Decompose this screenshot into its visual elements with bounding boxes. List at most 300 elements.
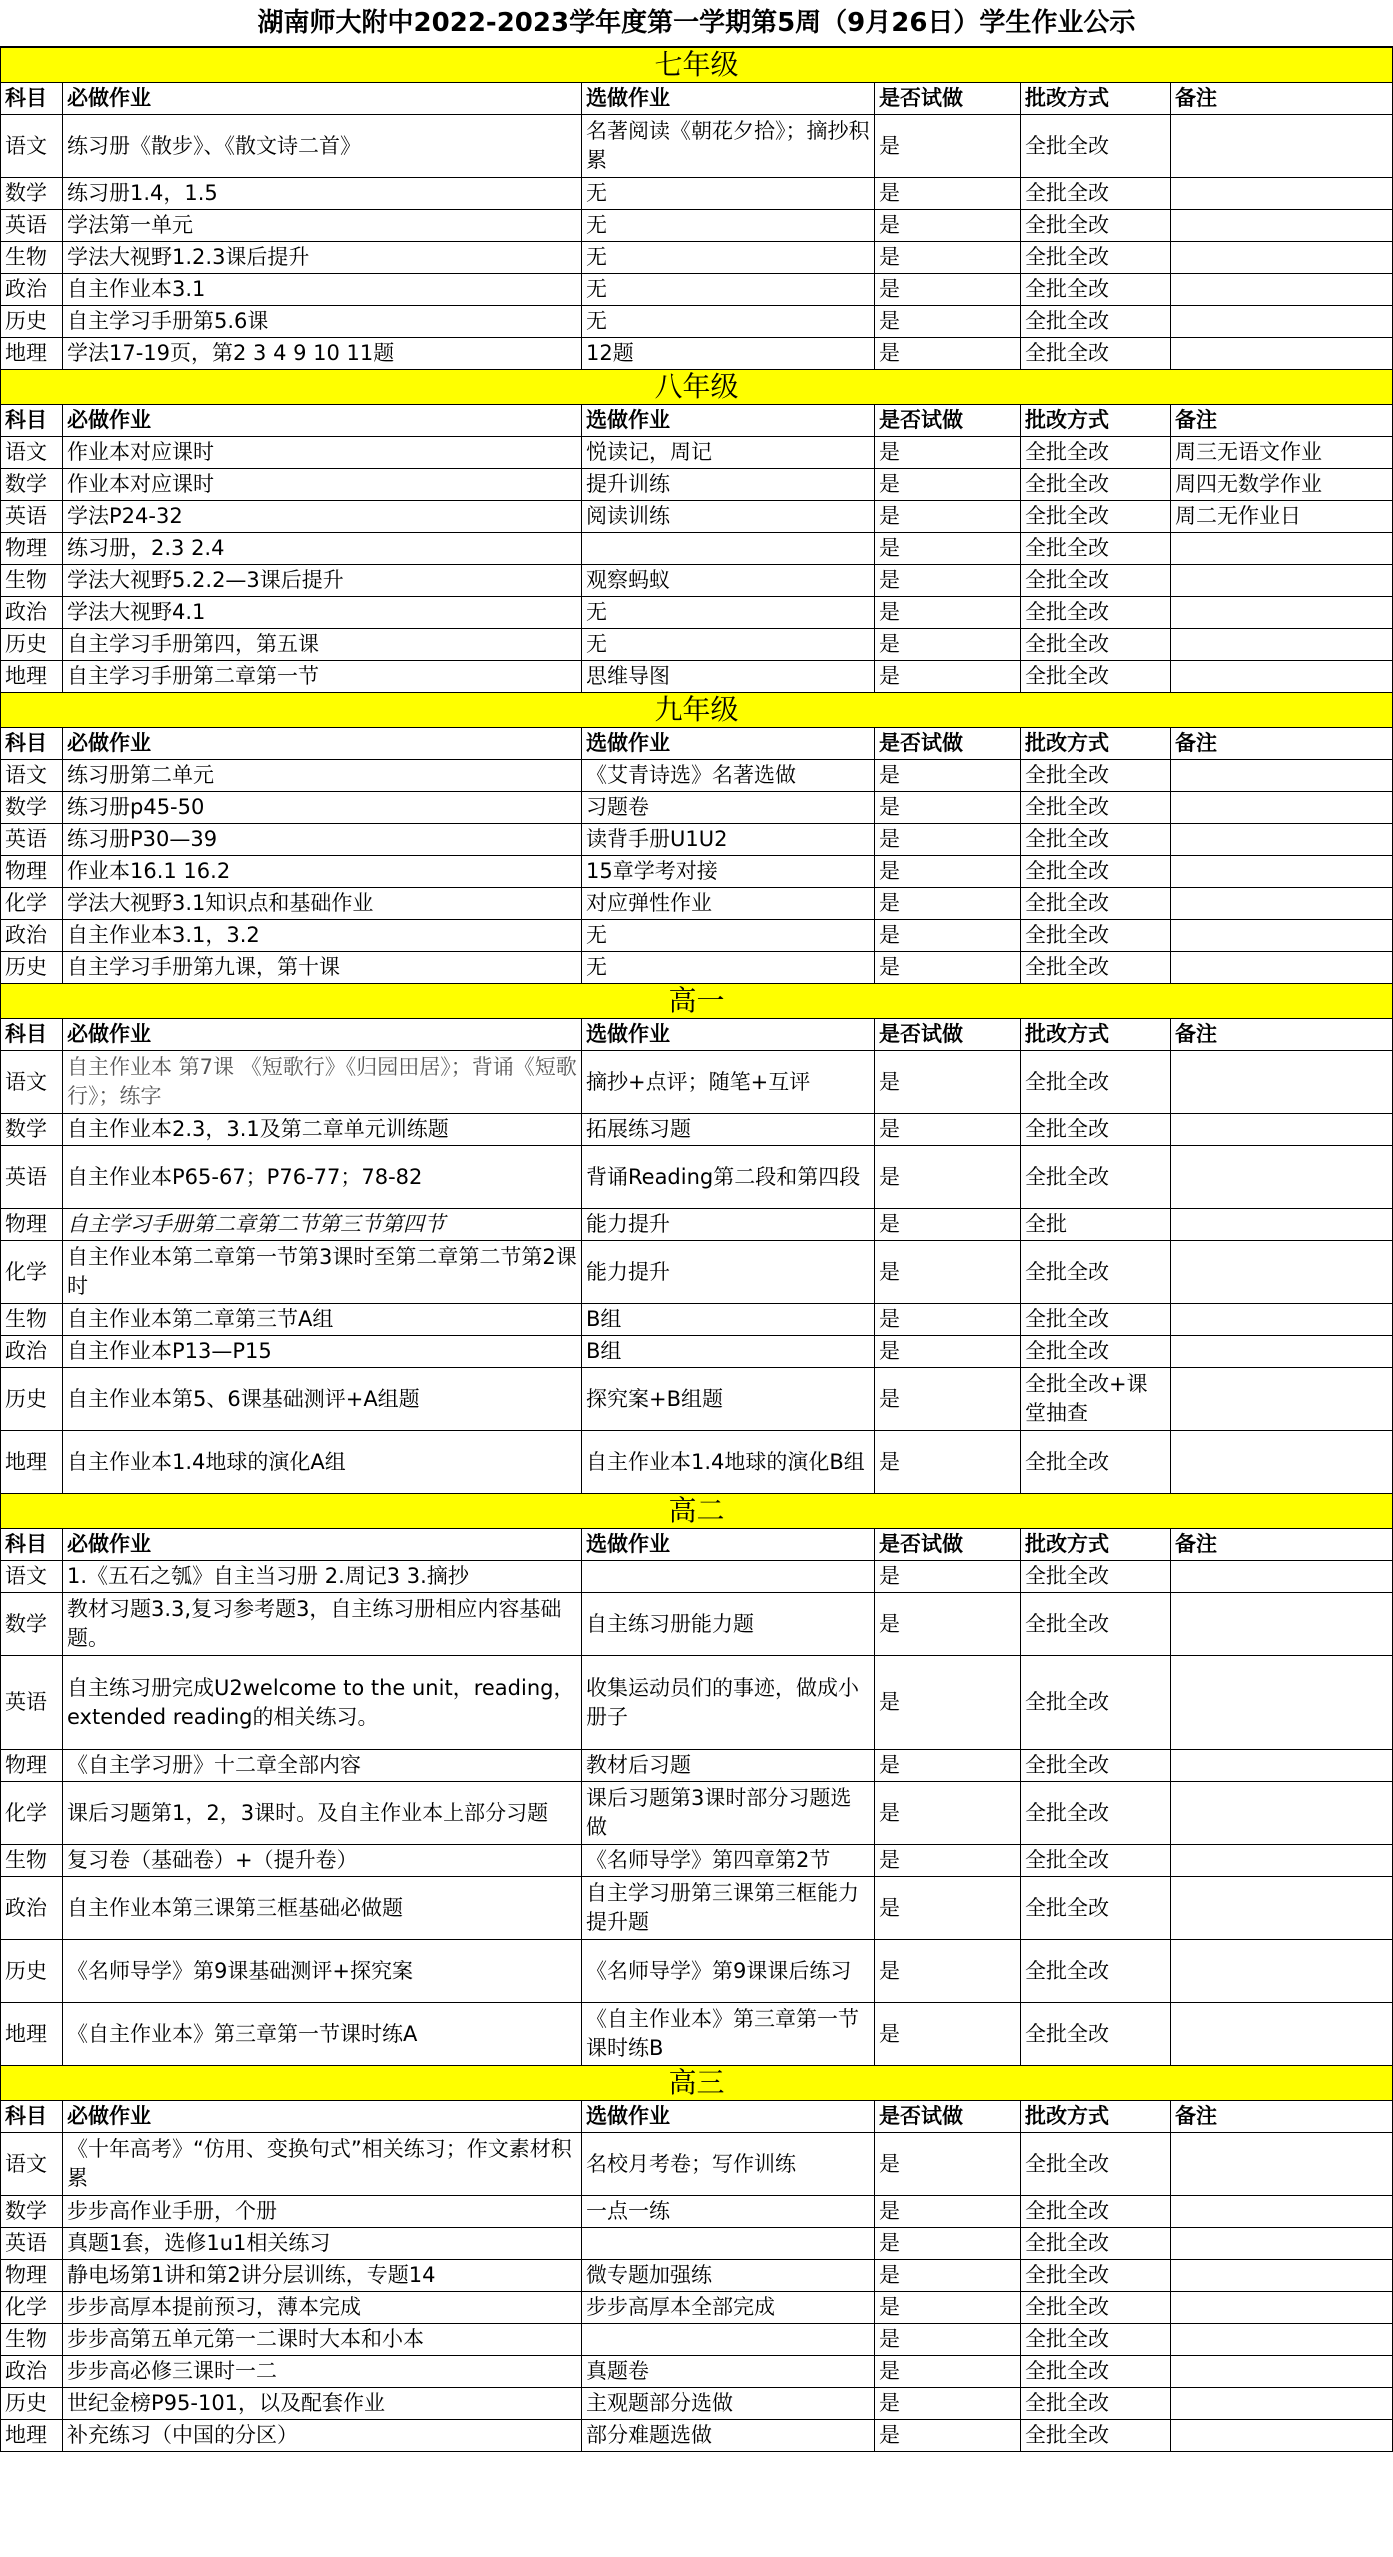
note-cell (1171, 1146, 1393, 1209)
optional-homework-cell: B组 (582, 1304, 875, 1336)
note-cell (1171, 920, 1393, 952)
required-homework-cell: 自主作业本 第7课 《短歌行》《归园田居》；背诵《短歌行》；练字 (63, 1051, 582, 1114)
trial-cell: 是 (875, 1656, 1021, 1750)
optional-homework-cell: 观察蚂蚁 (582, 565, 875, 597)
trial-cell: 是 (875, 920, 1021, 952)
trial-cell: 是 (875, 1114, 1021, 1146)
trial-cell: 是 (875, 661, 1021, 693)
required-homework-cell: 学法第一单元 (63, 210, 582, 242)
subject-cell: 物理 (1, 2260, 63, 2292)
grading-mode-cell: 全批全改 (1021, 533, 1171, 565)
grading-mode-cell: 全批全改 (1021, 1750, 1171, 1782)
trial-cell: 是 (875, 2133, 1021, 2196)
grading-mode-cell: 全批全改 (1021, 2133, 1171, 2196)
note-cell (1171, 760, 1393, 792)
optional-homework-cell: 微专题加强练 (582, 2260, 875, 2292)
subject-cell: 数学 (1, 1593, 63, 1656)
note-cell (1171, 2388, 1393, 2420)
required-homework-cell: 自主作业本3.1，3.2 (63, 920, 582, 952)
required-homework-cell: 《自主作业本》第三章第一节课时练A (63, 2003, 582, 2066)
required-homework-cell: 自主学习手册第二章第二节第三节第四节 (63, 1209, 582, 1241)
subject-cell: 语文 (1, 115, 63, 178)
subject-cell: 生物 (1, 565, 63, 597)
table-row (1, 1845, 1393, 1877)
grading-mode-cell: 全批全改 (1021, 469, 1171, 501)
required-homework-cell: 学法大视野3.1知识点和基础作业 (63, 888, 582, 920)
subject-cell: 历史 (1, 1368, 63, 1431)
grading-mode-cell: 全批全改 (1021, 1241, 1171, 1304)
grade-banner: 八年级 (1, 370, 1393, 405)
table-row (1, 242, 1393, 274)
grading-mode-cell: 全批全改 (1021, 952, 1171, 984)
grading-mode-cell: 全批全改 (1021, 115, 1171, 178)
header-subject: 科目 (1, 1529, 63, 1561)
grading-mode-cell: 全批全改 (1021, 2228, 1171, 2260)
trial-cell: 是 (875, 2260, 1021, 2292)
required-homework-cell: 世纪金榜P95-101，以及配套作业 (63, 2388, 582, 2420)
header-row (1, 2101, 1393, 2133)
note-cell: 周二无作业日 (1171, 501, 1393, 533)
required-homework-cell: 练习册，2.3 2.4 (63, 533, 582, 565)
header-optional: 选做作业 (582, 2101, 875, 2133)
grade-banner: 九年级 (1, 693, 1393, 728)
trial-cell: 是 (875, 1146, 1021, 1209)
grading-mode-cell: 全批全改 (1021, 306, 1171, 338)
grading-mode-cell: 全批全改 (1021, 1656, 1171, 1750)
grade-banner-row (1, 48, 1393, 83)
header-row (1, 1529, 1393, 1561)
optional-homework-cell: 自主作业本1.4地球的演化B组 (582, 1431, 875, 1494)
table-row (1, 1209, 1393, 1241)
table-row (1, 1782, 1393, 1845)
homework-table (0, 47, 1393, 2452)
subject-cell: 语文 (1, 1561, 63, 1593)
subject-cell: 英语 (1, 2228, 63, 2260)
header-row (1, 1019, 1393, 1051)
required-homework-cell: 补充练习（中国的分区） (63, 2420, 582, 2452)
header-grading-mode: 批改方式 (1021, 1019, 1171, 1051)
trial-cell: 是 (875, 1750, 1021, 1782)
grading-mode-cell: 全批全改 (1021, 629, 1171, 661)
note-cell (1171, 274, 1393, 306)
required-homework-cell: 学法大视野5.2.2—3课后提升 (63, 565, 582, 597)
optional-homework-cell: 步步高厚本全部完成 (582, 2292, 875, 2324)
table-row (1, 501, 1393, 533)
table-row (1, 792, 1393, 824)
optional-homework-cell: 自主练习册能力题 (582, 1593, 875, 1656)
note-cell (1171, 338, 1393, 370)
required-homework-cell: 练习册《散步》、《散文诗二首》 (63, 115, 582, 178)
grading-mode-cell: 全批全改 (1021, 274, 1171, 306)
subject-cell: 英语 (1, 1146, 63, 1209)
required-homework-cell: 学法大视野4.1 (63, 597, 582, 629)
note-cell (1171, 1336, 1393, 1368)
table-row (1, 210, 1393, 242)
note-cell (1171, 2196, 1393, 2228)
grading-mode-cell: 全批全改 (1021, 661, 1171, 693)
note-cell (1171, 1656, 1393, 1750)
required-homework-cell: 自主作业本第二章第三节A组 (63, 1304, 582, 1336)
subject-cell: 生物 (1, 242, 63, 274)
optional-homework-cell: 收集运动员们的事迹，做成小册子 (582, 1656, 875, 1750)
optional-homework-cell: 名校月考卷；写作训练 (582, 2133, 875, 2196)
subject-cell: 物理 (1, 856, 63, 888)
grading-mode-cell: 全批全改 (1021, 338, 1171, 370)
grade-banner: 七年级 (1, 48, 1393, 83)
optional-homework-cell: 《艾青诗选》名著选做 (582, 760, 875, 792)
grade-banner: 高二 (1, 1494, 1393, 1529)
optional-homework-cell: 《名师导学》第四章第2节 (582, 1845, 875, 1877)
trial-cell: 是 (875, 1304, 1021, 1336)
grade-banner-row (1, 1494, 1393, 1529)
table-row (1, 2003, 1393, 2066)
optional-homework-cell: 提升训练 (582, 469, 875, 501)
optional-homework-cell: 无 (582, 274, 875, 306)
trial-cell: 是 (875, 565, 1021, 597)
note-cell (1171, 210, 1393, 242)
trial-cell: 是 (875, 2292, 1021, 2324)
trial-cell: 是 (875, 469, 1021, 501)
optional-homework-cell: 无 (582, 210, 875, 242)
trial-cell: 是 (875, 1845, 1021, 1877)
trial-cell: 是 (875, 856, 1021, 888)
header-subject: 科目 (1, 1019, 63, 1051)
required-homework-cell: 教材习题3.3,复习参考题3，自主练习册相应内容基础题。 (63, 1593, 582, 1656)
header-note: 备注 (1171, 1019, 1393, 1051)
grading-mode-cell: 全批全改 (1021, 2356, 1171, 2388)
subject-cell: 化学 (1, 888, 63, 920)
note-cell (1171, 1209, 1393, 1241)
optional-homework-cell: 《名师导学》第9课课后练习 (582, 1940, 875, 2003)
optional-homework-cell: 无 (582, 920, 875, 952)
header-grading-mode: 批改方式 (1021, 2101, 1171, 2133)
subject-cell: 化学 (1, 2292, 63, 2324)
header-subject: 科目 (1, 2101, 63, 2133)
optional-homework-cell: 无 (582, 597, 875, 629)
optional-homework-cell: 12题 (582, 338, 875, 370)
note-cell (1171, 533, 1393, 565)
note-cell (1171, 1241, 1393, 1304)
optional-homework-cell: 读背手册U1U2 (582, 824, 875, 856)
subject-cell: 英语 (1, 210, 63, 242)
table-row (1, 2388, 1393, 2420)
required-homework-cell: 自主学习手册第九课，第十课 (63, 952, 582, 984)
note-cell (1171, 2420, 1393, 2452)
required-homework-cell: 复习卷（基础卷）+（提升卷） (63, 1845, 582, 1877)
subject-cell: 历史 (1, 2388, 63, 2420)
subject-cell: 生物 (1, 2324, 63, 2356)
trial-cell: 是 (875, 1561, 1021, 1593)
table-row (1, 920, 1393, 952)
required-homework-cell: 真题1套，选修1u1相关练习 (63, 2228, 582, 2260)
required-homework-cell: 作业本16.1 16.2 (63, 856, 582, 888)
trial-cell: 是 (875, 1877, 1021, 1940)
subject-cell: 英语 (1, 1656, 63, 1750)
table-row (1, 661, 1393, 693)
trial-cell: 是 (875, 597, 1021, 629)
note-cell (1171, 115, 1393, 178)
note-cell (1171, 2228, 1393, 2260)
optional-homework-cell: 能力提升 (582, 1209, 875, 1241)
grading-mode-cell: 全批全改 (1021, 792, 1171, 824)
subject-cell: 地理 (1, 2003, 63, 2066)
header-subject: 科目 (1, 728, 63, 760)
optional-homework-cell (582, 2228, 875, 2260)
grading-mode-cell: 全批全改 (1021, 888, 1171, 920)
grading-mode-cell: 全批全改 (1021, 2388, 1171, 2420)
grading-mode-cell: 全批全改 (1021, 920, 1171, 952)
grading-mode-cell: 全批全改 (1021, 178, 1171, 210)
subject-cell: 地理 (1, 1431, 63, 1494)
trial-cell: 是 (875, 952, 1021, 984)
subject-cell: 政治 (1, 2356, 63, 2388)
table-row (1, 1593, 1393, 1656)
optional-homework-cell: 习题卷 (582, 792, 875, 824)
trial-cell: 是 (875, 1782, 1021, 1845)
optional-homework-cell: 一点一练 (582, 2196, 875, 2228)
note-cell (1171, 1750, 1393, 1782)
subject-cell: 数学 (1, 469, 63, 501)
grading-mode-cell: 全批全改 (1021, 1336, 1171, 1368)
optional-homework-cell (582, 533, 875, 565)
optional-homework-cell: B组 (582, 1336, 875, 1368)
grading-mode-cell: 全批全改 (1021, 437, 1171, 469)
required-homework-cell: 学法17-19页，第2 3 4 9 10 11题 (63, 338, 582, 370)
required-homework-cell: 《自主学习册》十二章全部内容 (63, 1750, 582, 1782)
header-required: 必做作业 (63, 405, 582, 437)
table-row (1, 1304, 1393, 1336)
required-homework-cell: 自主学习手册第5.6课 (63, 306, 582, 338)
optional-homework-cell: 悦读记，周记 (582, 437, 875, 469)
table-row (1, 952, 1393, 984)
header-note: 备注 (1171, 1529, 1393, 1561)
grade-banner-row (1, 984, 1393, 1019)
required-homework-cell: 自主作业本1.4地球的演化A组 (63, 1431, 582, 1494)
subject-cell: 历史 (1, 306, 63, 338)
optional-homework-cell: 背诵Reading第二段和第四段 (582, 1146, 875, 1209)
optional-homework-cell: 教材后习题 (582, 1750, 875, 1782)
optional-homework-cell: 对应弹性作业 (582, 888, 875, 920)
note-cell (1171, 629, 1393, 661)
optional-homework-cell: 名著阅读《朝花夕拾》；摘抄积累 (582, 115, 875, 178)
subject-cell: 语文 (1, 2133, 63, 2196)
note-cell (1171, 1051, 1393, 1114)
grading-mode-cell: 全批全改 (1021, 1431, 1171, 1494)
subject-cell: 语文 (1, 760, 63, 792)
trial-cell: 是 (875, 242, 1021, 274)
grading-mode-cell: 全批全改 (1021, 1845, 1171, 1877)
table-row (1, 1750, 1393, 1782)
grade-banner-row (1, 2066, 1393, 2101)
grading-mode-cell: 全批全改 (1021, 1051, 1171, 1114)
required-homework-cell: 作业本对应课时 (63, 437, 582, 469)
header-required: 必做作业 (63, 83, 582, 115)
subject-cell: 生物 (1, 1845, 63, 1877)
optional-homework-cell: 能力提升 (582, 1241, 875, 1304)
required-homework-cell: 学法P24-32 (63, 501, 582, 533)
table-row (1, 1877, 1393, 1940)
required-homework-cell: 自主作业本3.1 (63, 274, 582, 306)
header-row (1, 405, 1393, 437)
grading-mode-cell: 全批全改 (1021, 1114, 1171, 1146)
note-cell (1171, 1845, 1393, 1877)
optional-homework-cell: 部分难题选做 (582, 2420, 875, 2452)
subject-cell: 政治 (1, 1877, 63, 1940)
optional-homework-cell: 自主学习册第三课第三框能力提升题 (582, 1877, 875, 1940)
subject-cell: 地理 (1, 338, 63, 370)
grading-mode-cell: 全批全改 (1021, 210, 1171, 242)
note-cell (1171, 1782, 1393, 1845)
optional-homework-cell: 无 (582, 242, 875, 274)
header-trial: 是否试做 (875, 1529, 1021, 1561)
trial-cell: 是 (875, 1940, 1021, 2003)
header-optional: 选做作业 (582, 728, 875, 760)
trial-cell: 是 (875, 888, 1021, 920)
table-row (1, 338, 1393, 370)
table-row (1, 824, 1393, 856)
optional-homework-cell: 无 (582, 178, 875, 210)
grading-mode-cell: 全批全改+课堂抽查 (1021, 1368, 1171, 1431)
note-cell: 周三无语文作业 (1171, 437, 1393, 469)
homework-table-body (1, 48, 1393, 2452)
grading-mode-cell: 全批 (1021, 1209, 1171, 1241)
grading-mode-cell: 全批全改 (1021, 1146, 1171, 1209)
subject-cell: 数学 (1, 178, 63, 210)
required-homework-cell: 自主作业本第二章第一节第3课时至第二章第二节第2课时 (63, 1241, 582, 1304)
table-row (1, 2228, 1393, 2260)
grading-mode-cell: 全批全改 (1021, 2196, 1171, 2228)
grading-mode-cell: 全批全改 (1021, 2003, 1171, 2066)
trial-cell: 是 (875, 1051, 1021, 1114)
optional-homework-cell: 主观题部分选做 (582, 2388, 875, 2420)
trial-cell: 是 (875, 1336, 1021, 1368)
note-cell (1171, 2356, 1393, 2388)
grade-banner-row (1, 370, 1393, 405)
note-cell (1171, 1304, 1393, 1336)
header-trial: 是否试做 (875, 1019, 1021, 1051)
header-required: 必做作业 (63, 1529, 582, 1561)
header-row (1, 83, 1393, 115)
trial-cell: 是 (875, 2420, 1021, 2452)
table-row (1, 178, 1393, 210)
grading-mode-cell: 全批全改 (1021, 1593, 1171, 1656)
grading-mode-cell: 全批全改 (1021, 597, 1171, 629)
required-homework-cell: 自主作业本P13—P15 (63, 1336, 582, 1368)
optional-homework-cell: 《自主作业本》第三章第一节课时练B (582, 2003, 875, 2066)
subject-cell: 数学 (1, 792, 63, 824)
trial-cell: 是 (875, 2388, 1021, 2420)
header-note: 备注 (1171, 2101, 1393, 2133)
trial-cell: 是 (875, 2003, 1021, 2066)
note-cell (1171, 306, 1393, 338)
table-row (1, 1561, 1393, 1593)
header-optional: 选做作业 (582, 83, 875, 115)
subject-cell: 物理 (1, 1750, 63, 1782)
optional-homework-cell: 无 (582, 306, 875, 338)
subject-cell: 政治 (1, 274, 63, 306)
optional-homework-cell: 无 (582, 952, 875, 984)
subject-cell: 英语 (1, 501, 63, 533)
required-homework-cell: 自主作业本第三课第三框基础必做题 (63, 1877, 582, 1940)
header-trial: 是否试做 (875, 83, 1021, 115)
required-homework-cell: 自主作业本第5、6课基础测评+A组题 (63, 1368, 582, 1431)
subject-cell: 历史 (1, 629, 63, 661)
grading-mode-cell: 全批全改 (1021, 565, 1171, 597)
required-homework-cell: 自主作业本P65-67；P76-77；78-82 (63, 1146, 582, 1209)
subject-cell: 数学 (1, 2196, 63, 2228)
header-subject: 科目 (1, 405, 63, 437)
header-required: 必做作业 (63, 728, 582, 760)
optional-homework-cell: 探究案+B组题 (582, 1368, 875, 1431)
trial-cell: 是 (875, 501, 1021, 533)
table-row (1, 437, 1393, 469)
required-homework-cell: 课后习题第1，2，3课时。及自主作业本上部分习题 (63, 1782, 582, 1845)
table-row (1, 1051, 1393, 1114)
table-row (1, 2324, 1393, 2356)
table-row (1, 565, 1393, 597)
grading-mode-cell: 全批全改 (1021, 2324, 1171, 2356)
header-grading-mode: 批改方式 (1021, 405, 1171, 437)
optional-homework-cell: 拓展练习题 (582, 1114, 875, 1146)
table-row (1, 2260, 1393, 2292)
table-row (1, 760, 1393, 792)
trial-cell: 是 (875, 178, 1021, 210)
table-row (1, 888, 1393, 920)
note-cell (1171, 1368, 1393, 1431)
optional-homework-cell: 课后习题第3课时部分习题选做 (582, 1782, 875, 1845)
subject-cell: 物理 (1, 1209, 63, 1241)
header-grading-mode: 批改方式 (1021, 83, 1171, 115)
table-row (1, 2292, 1393, 2324)
header-required: 必做作业 (63, 1019, 582, 1051)
page-title: 湖南师大附中2022-2023学年度第一学期第5周（9月26日）学生作业公示 (0, 0, 1393, 47)
required-homework-cell: 练习册第二单元 (63, 760, 582, 792)
note-cell (1171, 2260, 1393, 2292)
grading-mode-cell: 全批全改 (1021, 1782, 1171, 1845)
note-cell (1171, 1431, 1393, 1494)
subject-cell: 语文 (1, 437, 63, 469)
grading-mode-cell: 全批全改 (1021, 2292, 1171, 2324)
header-required: 必做作业 (63, 2101, 582, 2133)
trial-cell: 是 (875, 1593, 1021, 1656)
subject-cell: 地理 (1, 2420, 63, 2452)
subject-cell: 数学 (1, 1114, 63, 1146)
note-cell (1171, 792, 1393, 824)
grading-mode-cell: 全批全改 (1021, 1877, 1171, 1940)
grading-mode-cell: 全批全改 (1021, 1561, 1171, 1593)
grading-mode-cell: 全批全改 (1021, 856, 1171, 888)
trial-cell: 是 (875, 1368, 1021, 1431)
header-grading-mode: 批改方式 (1021, 1529, 1171, 1561)
required-homework-cell: 练习册1.4，1.5 (63, 178, 582, 210)
table-row (1, 597, 1393, 629)
note-cell (1171, 565, 1393, 597)
trial-cell: 是 (875, 1209, 1021, 1241)
note-cell (1171, 856, 1393, 888)
table-row (1, 1656, 1393, 1750)
subject-cell: 化学 (1, 1241, 63, 1304)
note-cell (1171, 1114, 1393, 1146)
trial-cell: 是 (875, 760, 1021, 792)
table-row (1, 2420, 1393, 2452)
grade-banner: 高三 (1, 2066, 1393, 2101)
header-trial: 是否试做 (875, 728, 1021, 760)
trial-cell: 是 (875, 115, 1021, 178)
trial-cell: 是 (875, 2324, 1021, 2356)
subject-cell: 物理 (1, 533, 63, 565)
note-cell (1171, 661, 1393, 693)
optional-homework-cell: 思维导图 (582, 661, 875, 693)
